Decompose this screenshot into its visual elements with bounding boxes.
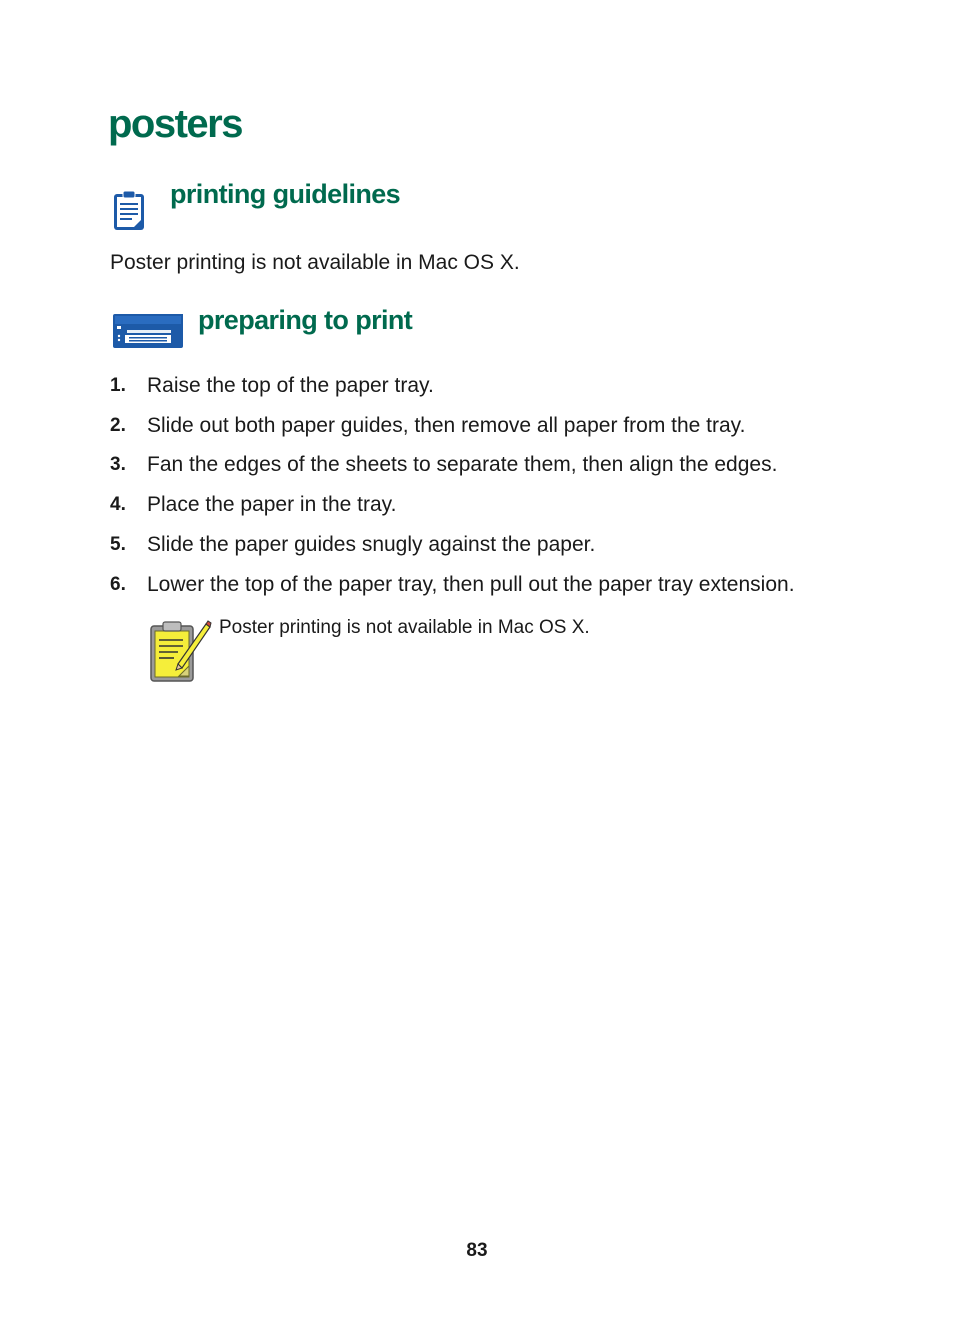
step-text: Raise the top of the paper tray.: [147, 373, 434, 397]
list-item: [110, 406, 910, 446]
list-item: [110, 485, 910, 525]
page-number: 83: [466, 1240, 488, 1261]
step-number: 4.: [110, 494, 126, 516]
step-text: Slide the paper guides snugly against the paper.: [147, 533, 596, 557]
list-item: [110, 525, 910, 565]
note-text: Poster printing is not available in Mac OS X.: [219, 617, 590, 638]
note-pencil-icon: [148, 618, 212, 684]
guidelines-body-text: Poster printing is not available in Mac OS X.: [110, 251, 520, 274]
printer-icon: [111, 312, 185, 350]
list-item: [110, 565, 910, 605]
step-number: 2.: [110, 414, 126, 436]
list-item: [110, 366, 910, 406]
step-number: 5.: [110, 534, 126, 556]
step-text: Lower the top of the paper tray, then pull out the paper tray extension.: [147, 572, 795, 596]
list-item: [110, 446, 910, 486]
steps-list: [110, 366, 910, 605]
clipboard-icon: [112, 188, 146, 232]
section-heading-preparing-to-print: preparing to print: [198, 305, 413, 335]
step-number: 1.: [110, 374, 126, 396]
page-title: posters: [108, 102, 242, 146]
section-heading-printing-guidelines: printing guidelines: [170, 179, 401, 209]
step-text: Slide out both paper guides, then remove all paper from the tray.: [147, 413, 746, 437]
step-text: Place the paper in the tray.: [147, 493, 397, 517]
step-text: Fan the edges of the sheets to separate them, then align the edges.: [147, 453, 778, 477]
step-number: 6.: [110, 573, 126, 595]
step-number: 3.: [110, 454, 126, 476]
